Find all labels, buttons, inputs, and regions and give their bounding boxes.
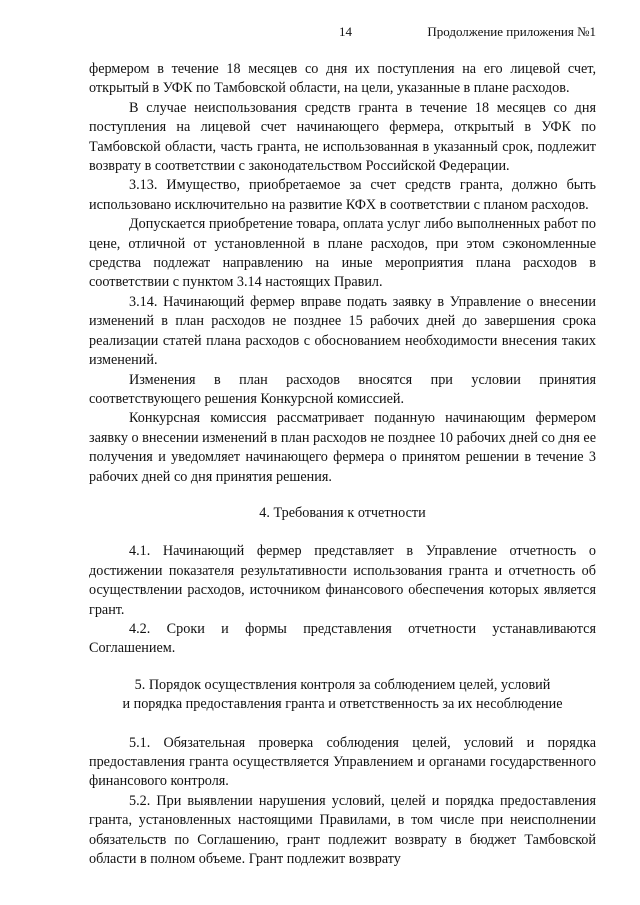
document-body (89, 60, 596, 869)
paragraph-unused-funds: В случае неиспользования средств гранта в течение 18 месяцев со дня поступления на лицевой счет начинающего фермера, открытый в УФК по Тамбовской области, часть гранта, не использованная в указанный срок, подлежит возврату в соответствии с законодательством Российской Федерации. (89, 99, 596, 175)
running-head: Продолжение приложения №1 (427, 24, 596, 39)
section-5-heading-line-1: 5. Порядок осуществления контроля за соблюдением целей, условий (134, 676, 551, 693)
page-number: 14 (339, 24, 352, 39)
paragraph-continuation: фермером в течение 18 месяцев со дня их поступления на его лицевой счет, открытый в УФК по Тамбовской области, на цели, указанные в плане расходов. (89, 61, 596, 97)
paragraph-5-2: 5.2. При выявлении нарушения условий, целей и порядка предоставления гранта, установленных настоящими Правилами, в том числе при неисполнении обязательств по Соглашению, грант подлежит возврату в бюджет Тамбовской области в полном объеме. Грант подлежит возврату (89, 792, 596, 868)
paragraph-3-14: 3.14. Начинающий фермер вправе подать заявку в Управление о внесении изменений в план расходов не позднее 15 рабочих дней до завершения срока реализации статей плана расходов с обоснованием необходимости внесения таких изменений. (89, 293, 596, 369)
paragraph-4-1: 4.1. Начинающий фермер представляет в Управление отчетность о достижении показателя результативности использования гранта и отчетность об осуществлении расходов, источником финансового обеспечения которых является грант. (89, 543, 596, 618)
paragraph-4-2: 4.2. Сроки и формы представления отчетности устанавливаются Соглашением. (89, 620, 596, 657)
section-4-heading: 4. Требования к отчетности (259, 504, 426, 521)
section-5-heading (89, 676, 596, 715)
section-5-heading-line-2: и порядка предоставления гранта и ответственность за их несоблюдение (122, 696, 563, 713)
paragraph-commission-review: Конкурсная комиссия рассматривает поданную начинающим фермером заявку о внесении изменений в план расходов не позднее 10 рабочих дней со дня ее получения и уведомляет начинающего фермера о принятом решении в течение 3 рабочих дней со дня принятия решения. (89, 410, 596, 485)
paragraph-5-1: 5.1. Обязательная проверка соблюдения целей, условий и порядка предоставления гранта осуществляется Управлением и органами государственного финансового контроля. (89, 734, 596, 790)
paragraph-plan-changes: Изменения в план расходов вносятся при условии принятия соответствующего решения Конкурсной комиссией. (89, 371, 596, 407)
paragraph-price-deviation: Допускается приобретение товара, оплата услуг либо выполненных работ по цене, отличной от установленной в плане расходов, при этом сэкономленные средства подлежат направлению на иные мероприятия плана расходов в соответствии с пунктом 3.14 настоящих Правил. (89, 216, 596, 291)
paragraph-3-13: 3.13. Имущество, приобретаемое за счет средств гранта, должно быть использовано исключительно на развитие КФХ в соответствии с планом расходов. (89, 177, 596, 213)
